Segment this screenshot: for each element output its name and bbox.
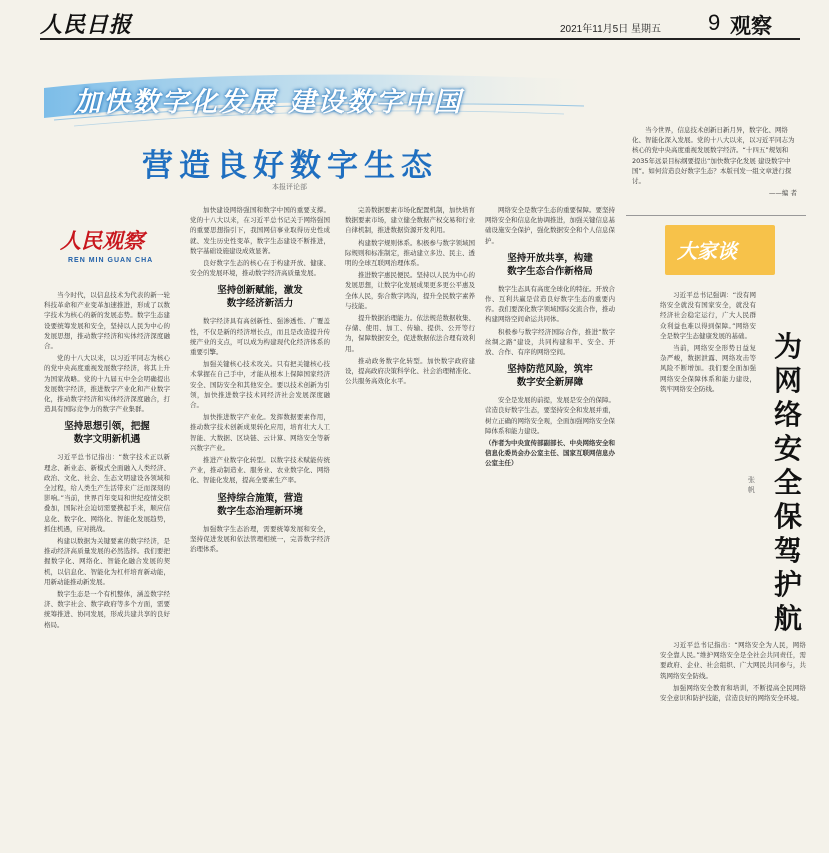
sidebar-bottom-column — [660, 640, 806, 850]
sidebar-badge-text: 大家谈 — [677, 239, 737, 263]
sidebar-column — [660, 290, 756, 630]
paragraph: 构建数字规则体系。积极参与数字领域国际规则和标准制定，推动建立多边、民主、透明的全球互联网治理体系。 — [345, 238, 475, 268]
section-heading — [190, 284, 330, 310]
section-heading-line: 坚持创新赋能，激发 — [217, 285, 303, 297]
sidebar-divider — [626, 215, 806, 216]
sidebar-title — [768, 330, 808, 636]
paragraph: 当今时代，以信息技术为代表的新一轮科技革命和产业变革加速推进，形成了以数字技术为核心的新的发展态势。数字生态建设要统筹发展和安全，坚持以人民为中心的发展思想，推动数字经济和实体经济深度融合。 — [44, 291, 170, 351]
paragraph: 加强关键核心技术攻关。只有把关键核心技术掌握在自己手中，才能从根本上保障国家经济安全、国防安全和其他安全。要以技术创新为引领，加快推进数字技术同经济社会发展深度融合。 — [190, 360, 330, 410]
section-heading-line: 数字生态治理新环境 — [217, 505, 303, 517]
banner-title: 加快数字化发展 建设数字中国 — [74, 87, 463, 118]
section-heading — [485, 252, 615, 278]
newspaper-logo: 人民日报 — [40, 12, 133, 38]
paragraph: 数字生态具有高度全球化的特征。开放合作、互利共赢是营造良好数字生态的重要内容。我们要深化数字领域国际交流合作，推动构建网络空间命运共同体。 — [485, 284, 615, 324]
article-column-1 — [44, 290, 170, 850]
paragraph: 当前，网络安全形势日益复杂严峻，数据泄露、网络攻击等风险不断增加。我们要全面加强网络安全保障体系和能力建设，筑牢网络安全防线。 — [660, 344, 756, 393]
publication-date: 2021年11月5日 星期五 — [560, 24, 661, 35]
paragraph: 数字经济具有高创新性、强渗透性、广覆盖性，不仅是新的经济增长点，而且是改造提升传统产业的支点，可以成为构建现代化经济体系的重要引擎。 — [190, 317, 330, 357]
paragraph: 积极参与数字经济国际合作，推进“数字丝绸之路”建设，共同构建和平、安全、开放、合作、有序的网络空间。 — [485, 327, 615, 357]
column-logo-title: 人民观察 — [60, 228, 144, 253]
section-heading — [44, 420, 170, 446]
sidebar-badge — [665, 225, 775, 275]
article-headline: 营造良好数字生态 — [142, 148, 438, 184]
paragraph: 安全是发展的前提，发展是安全的保障。营造良好数字生态，要坚持安全和发展并重，树立正确的网络安全观，全面加强网络安全保障体系和能力建设。 — [485, 396, 615, 435]
article-column-4 — [485, 205, 615, 850]
paragraph: 加强数字生态治理，需要统筹发展和安全，坚持促进发展和依法管理相统一，完善数字经济治理体系。 — [190, 524, 330, 554]
paragraph: 加快推进数字产业化。发挥数据要素作用，推动数字技术创新成果转化应用，培育壮大人工智能、大数据、区块链、云计算、网络安全等新兴数字产业。 — [190, 413, 330, 452]
article-column-2 — [190, 205, 330, 850]
topic-banner — [44, 70, 604, 130]
editor-note-text: 当今世界，信息技术创新日新月异，数字化、网络化、智能化深入发展。党的十八大以来，以习近平同志为核心的党中央高度重视发展数字经济。“十四五”规划和2035年远景目标纲要提出“加快数字化发展 建设数字中国”。如何营造良好数字生态？本版刊发一组文章进行探讨。 — [632, 126, 795, 186]
paragraph: 习近平总书记指出：“网络安全为人民，网络安全靠人民。”维护网络安全是全社会共同责任，需要政府、企业、社会组织、广大网民共同参与，共筑网络安全防线。 — [660, 641, 806, 680]
section-heading-line: 坚持思想引领，把握 — [64, 421, 150, 433]
section-name: 观察 — [730, 14, 772, 38]
section-heading-line: 数字安全新屏障 — [516, 377, 584, 389]
paragraph: 习近平总书记指出：“数字技术正以新理念、新业态、新模式全面融入人类经济、政治、文化、社会、生态文明建设各领域和全过程，给人类生产生活带来广泛而深刻的影响。”当前，世界百年变局和世纪疫情交织叠加，国际社会迫切需要携起手来，顺应信息化、数字化、网络化、智能化发展趋势，抓住机遇，应对挑战。 — [44, 453, 170, 533]
editor-signature: ——编 者 — [768, 189, 797, 198]
sidebar-author: 张 帆 — [748, 476, 755, 494]
paragraph: 网络安全是数字生态的重要保障。要坚持网络安全和信息化协调推进，加强关键信息基础设施安全保护，强化数据安全和个人信息保护。 — [485, 206, 615, 245]
section-heading — [485, 363, 615, 389]
paragraph: 习近平总书记强调：“没有网络安全就没有国家安全，就没有经济社会稳定运行，广大人民群众利益也难以得到保障。”网络安全是数字生态健康发展的基础。 — [660, 291, 756, 340]
article-byline: 本报评论部 — [272, 183, 307, 191]
paragraph: 党的十八大以来，以习近平同志为核心的党中央高度重视发展数字经济，将其上升为国家战略。党的十九届五中全会明确提出发展数字经济，推进数字产业化和产业数字化，推动数字经济和实体经济深度融合，打造具有国际竞争力的数字产业集群。 — [44, 354, 170, 414]
sidebar-title-text: 为网络安全保驾护航 — [773, 330, 802, 635]
paragraph: 推进数字惠民便民。坚持以人民为中心的发展思想，让数字化发展成果更多更公平惠及全体人民，弥合数字鸿沟，提升全民数字素养与技能。 — [345, 271, 475, 310]
section-heading-line: 坚持综合施策，营造 — [217, 492, 303, 504]
paragraph: 完善数据要素市场化配置机制，加快培育数据要素市场，建立健全数据产权交易和行业自律机制，推进数据资源开发利用。 — [345, 206, 475, 235]
paragraph: 数字生态是一个有机整体，涵盖数字经济、数字社会、数字政府等多个方面，需要统筹推进、协同发展，形成共建共享的良好格局。 — [44, 590, 170, 629]
section-heading-line: 数字经济新活力 — [226, 298, 294, 310]
author-note: （作者为中央宣传部副部长、中央网络安全和信息化委员会办公室主任、国家互联网信息办公室主任） — [485, 439, 615, 468]
section-heading — [190, 492, 330, 518]
editor-note — [632, 125, 797, 198]
paragraph: 推动政务数字化转型。加快数字政府建设，提高政府决策科学化、社会治理精准化、公共服务高效化水平。 — [345, 356, 475, 386]
page-number: 9 — [708, 10, 721, 35]
masthead — [0, 0, 829, 40]
paragraph: 加强网络安全教育和培训，不断提高全民网络安全意识和防护技能，营造良好的网络安全环境。 — [660, 683, 806, 703]
section-heading-line: 坚持防范风险，筑牢 — [507, 364, 593, 376]
column-logo-pinyin: REN MIN GUAN CHA — [68, 257, 154, 264]
column-logo — [60, 225, 170, 275]
section-heading-line: 数字文明新机遇 — [73, 434, 141, 446]
paragraph: 良好数字生态的核心在于构建开放、健康、安全的发展环境，推动数字经济高质量发展。 — [190, 259, 330, 278]
paragraph: 推进产业数字化转型。以数字技术赋能传统产业，推动制造业、服务业、农业数字化、网络化、智能化发展，提高全要素生产率。 — [190, 456, 330, 485]
article-column-3 — [345, 205, 475, 850]
paragraph: 加快建设网络强国和数字中国的重要支撑。党的十八大以来，在习近平总书记关于网络强国的重要思想指引下，我国网信事业取得历史性成就、发生历史性变革，数字生态建设不断推进，数字基础设施建设成效显著。 — [190, 206, 330, 255]
masthead-rule — [40, 38, 800, 40]
paragraph: 提升数据治理能力。依法规范数据收集、存储、使用、加工、传输、提供、公开等行为，保障数据安全，促进数据依法合理有效利用。 — [345, 314, 475, 353]
section-heading-line: 数字生态合作新格局 — [507, 265, 593, 277]
section-heading-line: 坚持开放共享，构建 — [507, 252, 593, 264]
paragraph: 构建以数据为关键要素的数字经济，是推动经济高质量发展的必然选择。我们要把握数字化、网络化、智能化融合发展的契机，以信息化、智能化为杠杆培育新动能，用新动能推动新发展。 — [44, 537, 170, 586]
